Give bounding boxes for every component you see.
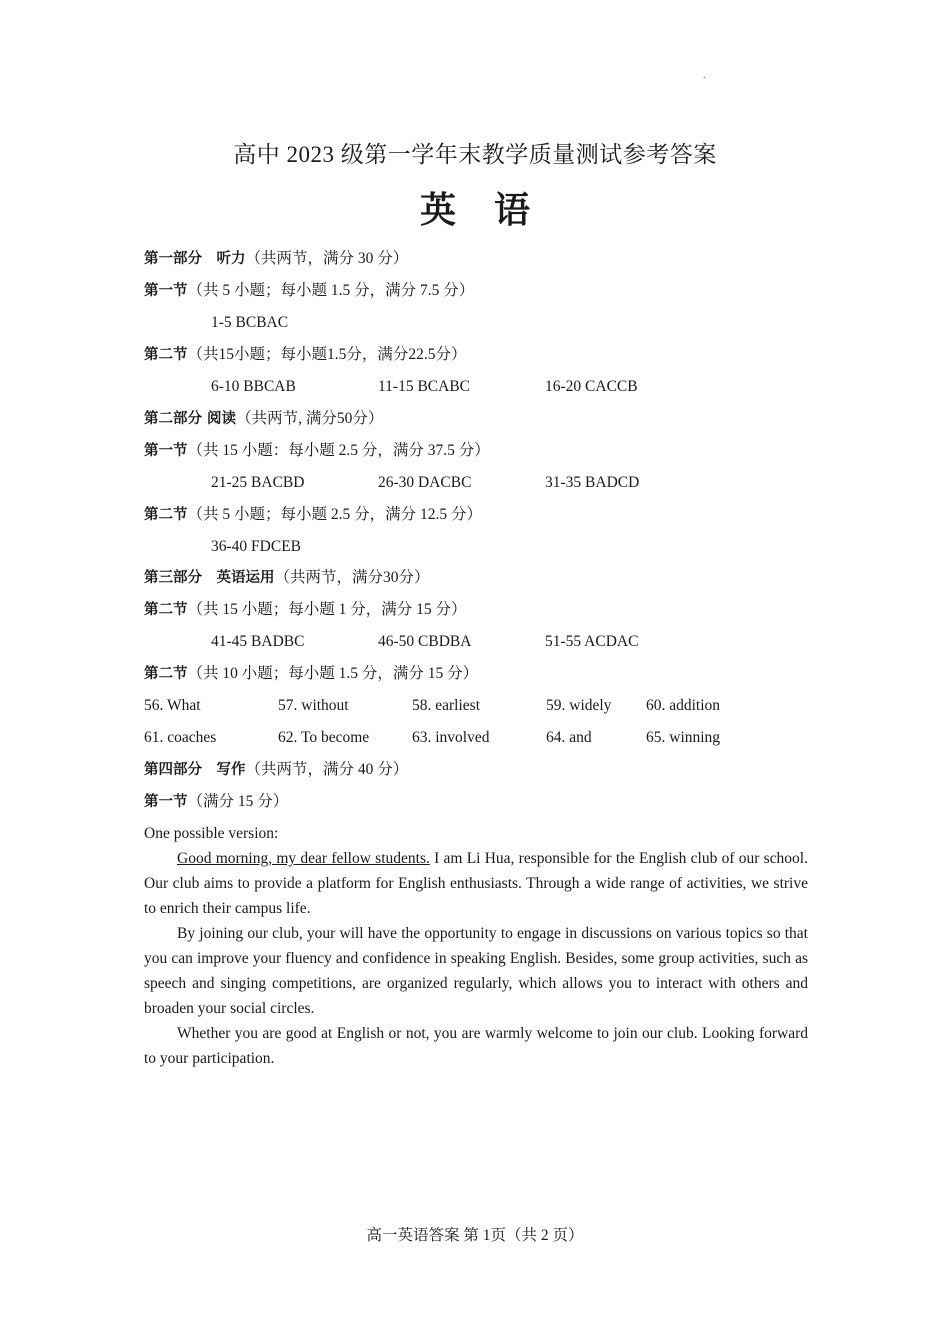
sample-essay	[144, 846, 808, 1071]
fill-answer: 63. involved	[412, 729, 490, 746]
fill-answer: 61. coaches	[144, 729, 217, 746]
part4-heading: 第四部分 写作（共两节，满分 40 分）	[144, 761, 409, 778]
fill-answer: 58. earliest	[412, 697, 481, 714]
answer-group: 21-25 BACBD	[211, 474, 305, 491]
answer-group: 36-40 FDCEB	[211, 538, 301, 555]
part3-section1-heading: 第二节（共 15 小题；每小题 1 分，满分 15 分）	[144, 601, 467, 618]
fill-answer: 56. What	[144, 697, 201, 714]
fill-answer: 57. without	[278, 697, 349, 714]
page-title: 高中 2023 级第一学年末教学质量测试参考答案	[233, 142, 717, 167]
fill-answer: 60. addition	[646, 697, 721, 714]
part2-heading: 第二部分 阅读（共两节, 满分50分）	[144, 410, 384, 427]
answer-group: 16-20 CACCB	[545, 378, 638, 395]
part1-section2-heading: 第二节（共15小题；每小题1.5分，满分22.5分）	[144, 346, 467, 363]
part2-section2-heading: 第二节（共 5 小题；每小题 2.5 分，满分 12.5 分）	[144, 506, 483, 523]
essay-paragraph: Whether you are good at English or not, you are warmly welcome to join our club. Looking forward to your participation.	[144, 1025, 808, 1067]
answer-group: 6-10 BBCAB	[211, 378, 296, 395]
answer-group: 51-55 ACDAC	[545, 633, 639, 650]
part4-section1-heading: 第一节（满分 15 分）	[144, 793, 289, 810]
part1-heading: 第一部分 听力（共两节，满分 30 分）	[144, 250, 409, 267]
fill-answer: 59. widely	[546, 697, 612, 714]
answer-group: 46-50 CBDBA	[378, 633, 472, 650]
part1-section1-heading: 第一节（共 5 小题；每小题 1.5 分，满分 7.5 分）	[144, 282, 475, 299]
essay-paragraph: Good morning, my dear fellow students. I am Li Hua, responsible for the English club of our school. Our club aims to provide a platform for English enthusiasts. Through a wide range of activities, we strive to enrich their campus life.	[144, 850, 808, 917]
answer-group: 41-45 BADBC	[211, 633, 305, 650]
answer-group: 26-30 DACBC	[378, 474, 472, 491]
fill-answer: 65. winning	[646, 729, 721, 746]
part2-section1-heading: 第一节（共 15 小题：每小题 2.5 分，满分 37.5 分）	[144, 442, 490, 459]
answer-group: 31-35 BADCD	[545, 474, 640, 491]
essay-greeting: Good morning, my dear fellow students.	[177, 850, 430, 867]
corner-dot: .	[703, 70, 706, 81]
part3-heading: 第三部分 英语运用（共两节，满分30分）	[144, 569, 430, 586]
part3-section2-heading: 第二节（共 10 小题；每小题 1.5 分，满分 15 分）	[144, 665, 479, 682]
essay-intro: One possible version:	[144, 825, 279, 842]
answer-group: 11-15 BCABC	[378, 378, 471, 395]
essay-paragraph: By joining our club, your will have the opportunity to engage in discussions on various topics so that you can improve your fluency and confidence in speaking English. Besides, some group activities, such as speech and singing competitions, are organized regularly, which allows you to interact with others and broaden your social circles.	[144, 925, 808, 1017]
page-footer: 高一英语答案 第 1页（共 2 页）	[366, 1227, 584, 1244]
answer-group: 1-5 BCBAC	[211, 314, 289, 331]
fill-answer: 64. and	[546, 729, 592, 746]
fill-answer: 62. To become	[278, 729, 370, 746]
subject-title: 英语	[419, 190, 568, 231]
